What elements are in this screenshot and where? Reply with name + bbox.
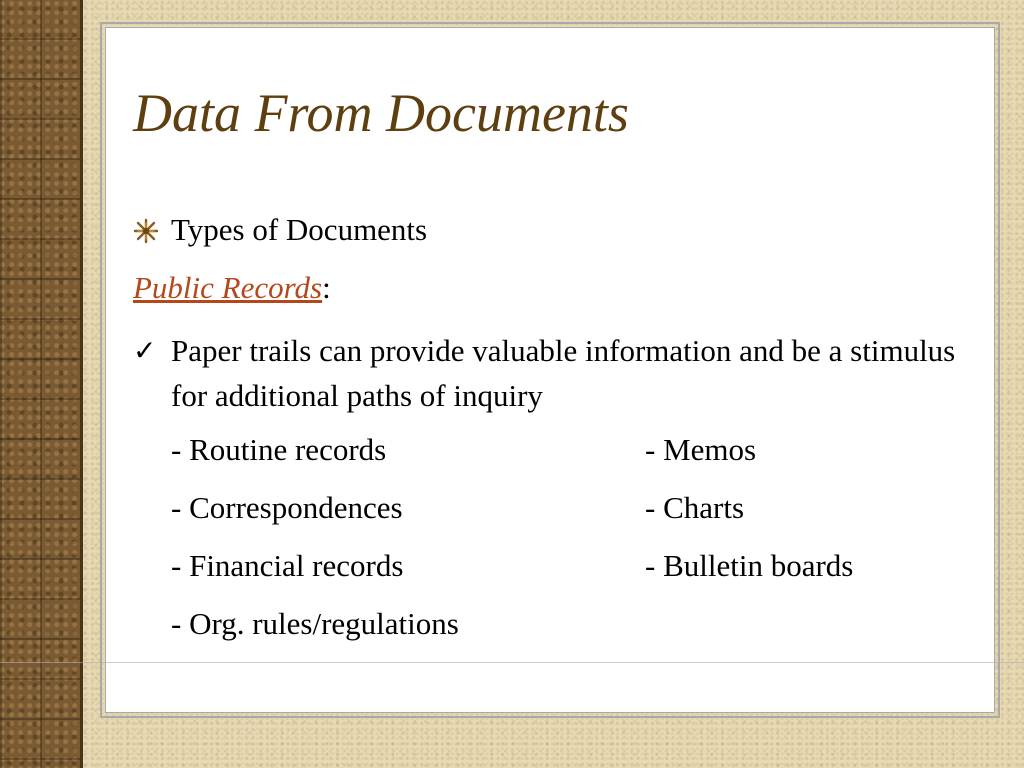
list-row (133, 490, 973, 548)
list-item-left: - Routine records (171, 432, 387, 467)
paragraph-text: Paper trails can provide valuable information and be a stimulus for additional paths of inquiry (171, 333, 956, 413)
slide-frame (100, 22, 1000, 718)
list-row (133, 432, 973, 490)
left-band-edge (80, 0, 83, 768)
horizontal-guide-line (0, 662, 1024, 663)
left-texture-band (0, 0, 80, 768)
public-records-heading (133, 270, 973, 328)
list-item-left: - Correspondences (171, 490, 403, 525)
star-burst-icon (133, 218, 159, 244)
slide-body (133, 212, 973, 664)
slide-title: Data From Documents (133, 83, 629, 143)
list-item-right: - Bulletin boards (645, 548, 854, 583)
list-row (133, 606, 973, 664)
slide-content-area (105, 27, 995, 713)
checkmark-icon: ✓ (133, 334, 157, 367)
list-item-right: - Memos (645, 432, 757, 467)
bullet-types-of-documents (133, 212, 973, 270)
list-item-right: - Charts (645, 490, 745, 525)
list-item-left: - Org. rules/regulations (171, 606, 459, 641)
public-records-label: Public Records (133, 270, 323, 305)
public-records-colon: : (322, 270, 331, 305)
list-item-left: - Financial records (171, 548, 404, 583)
list-row (133, 548, 973, 606)
bullet-paper-trails (133, 328, 973, 432)
bullet-text: Types of Documents (171, 212, 428, 247)
